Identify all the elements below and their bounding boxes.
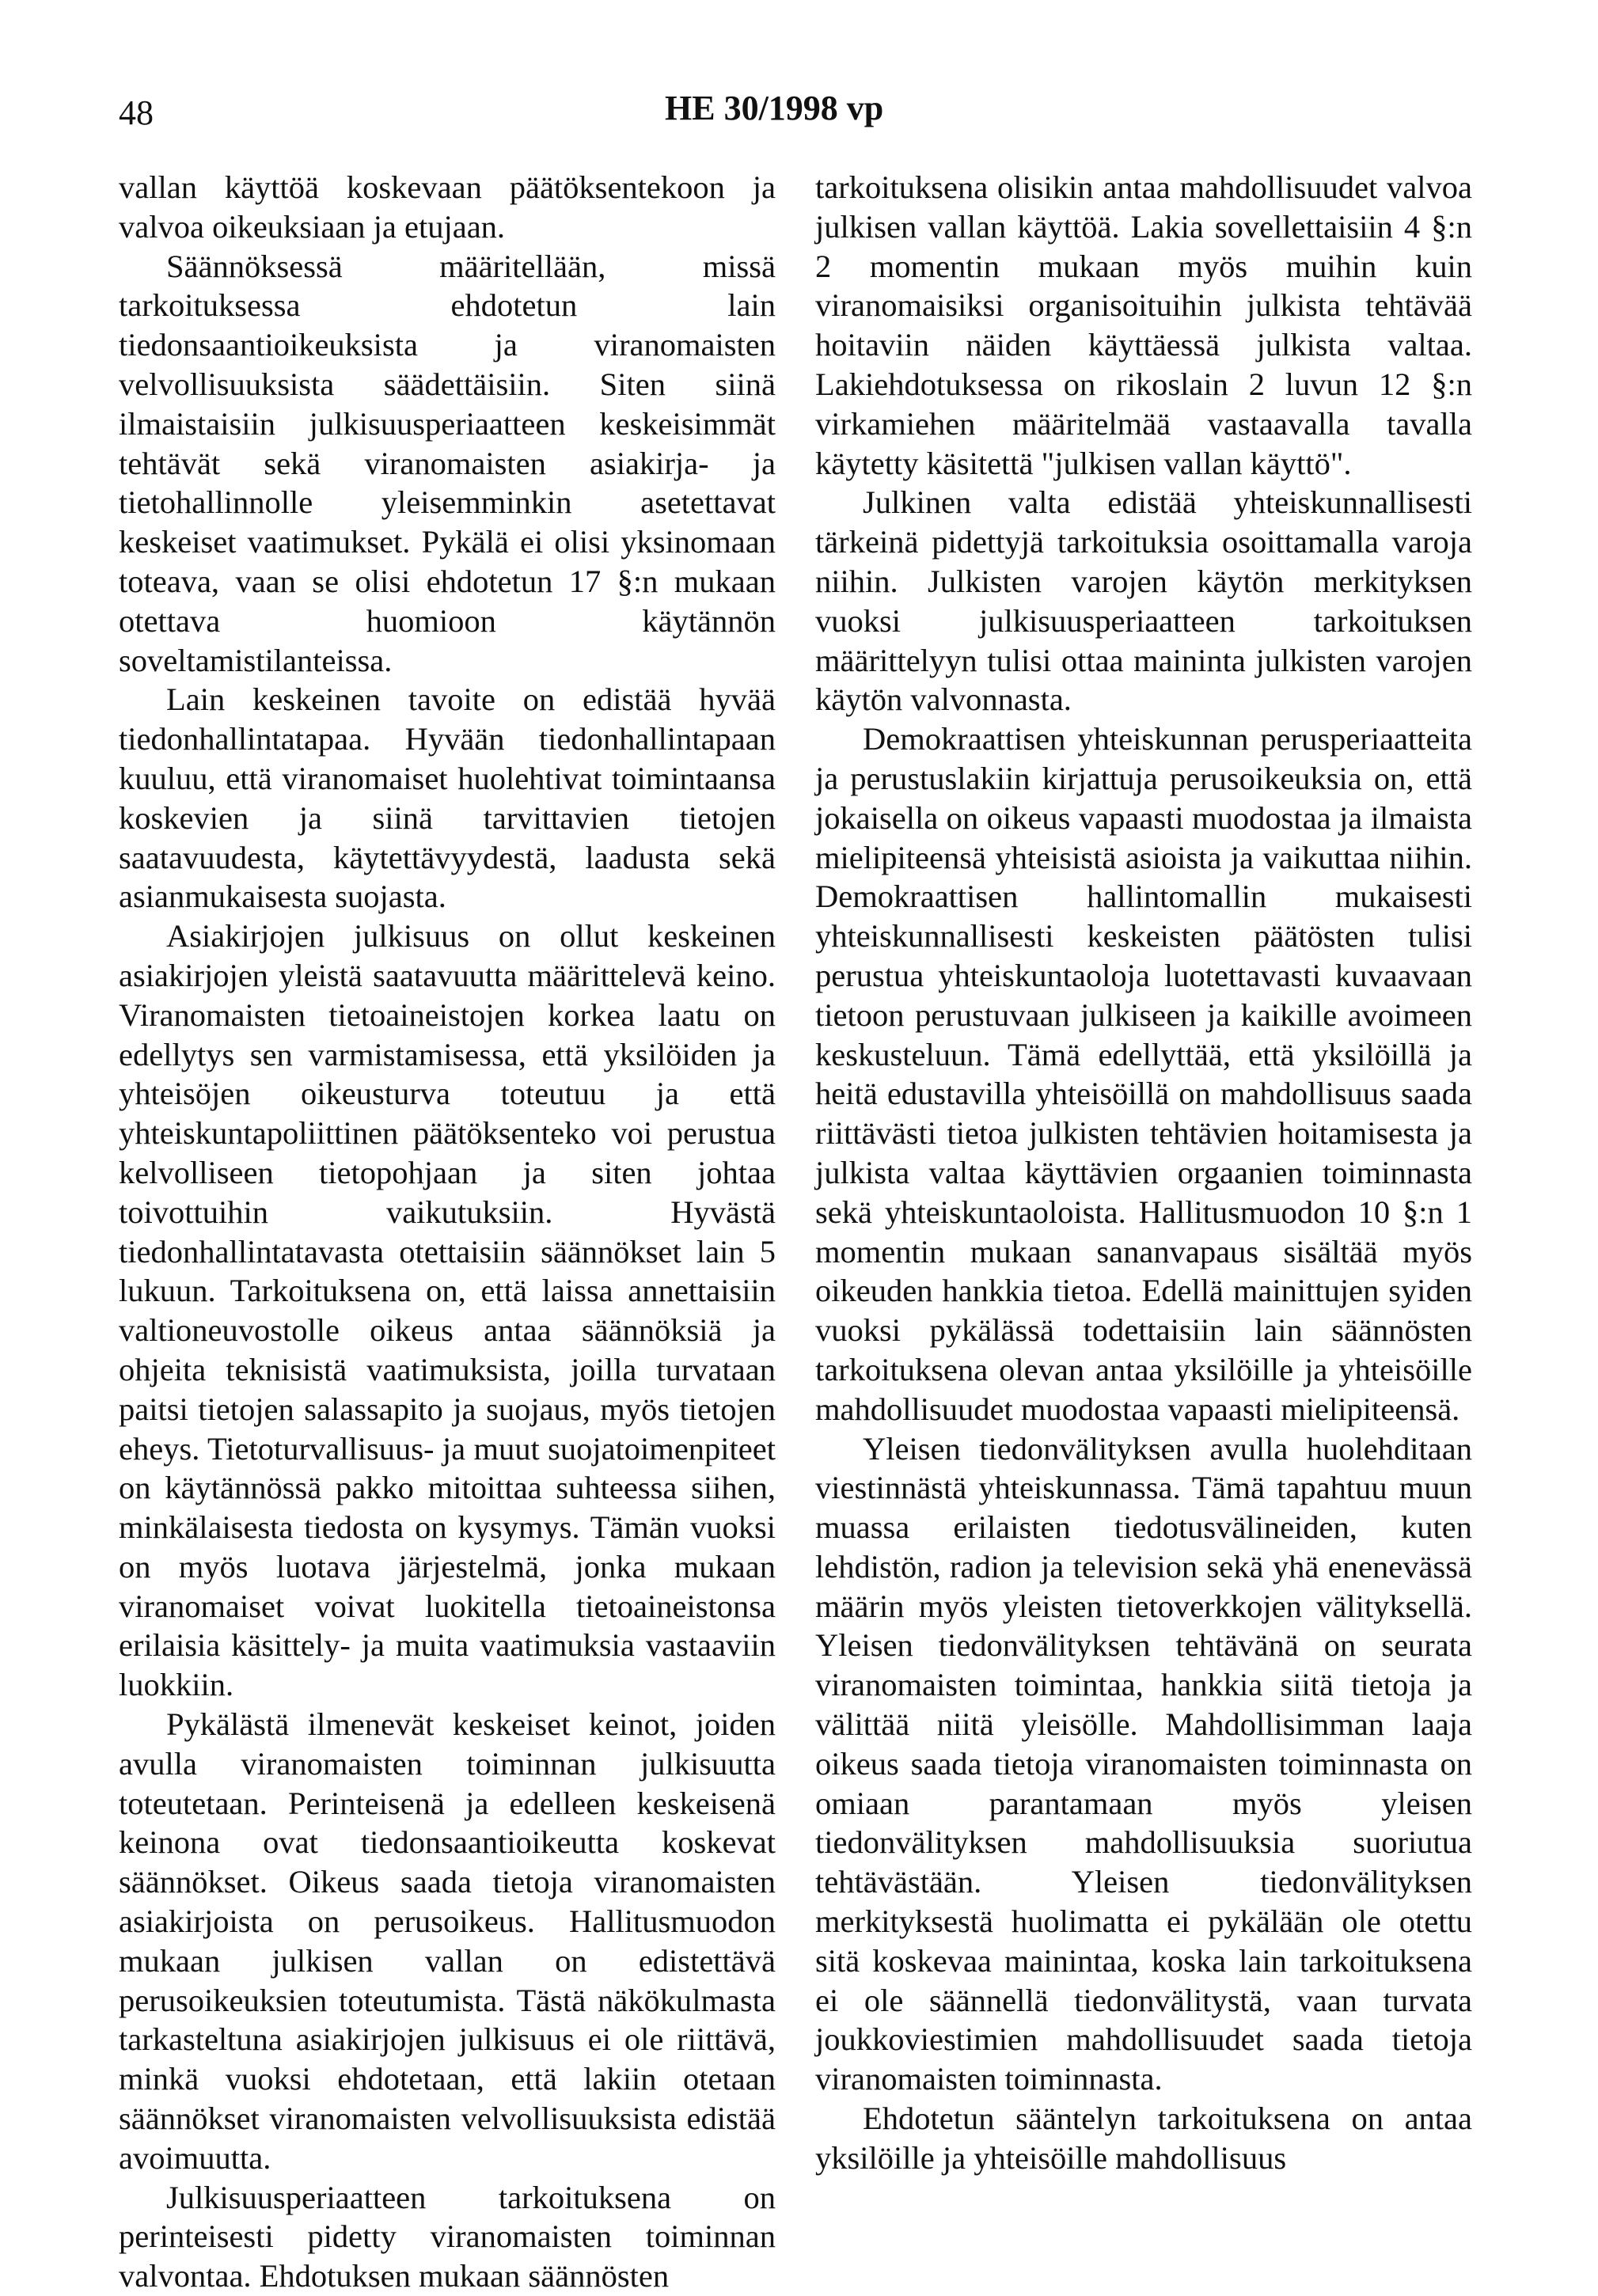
paragraph: Ehdotetun sääntelyn tarkoituksena on antaa yksilöille ja yhteisöille mahdollisuus [815,2101,1472,2176]
paragraph: Julkisuusperiaatteen tarkoituksena on perinteisesti pidetty viranomaisten toiminnan valvontaa. Ehdotuksen mukaan säännösten [119,2179,776,2294]
paragraph: Julkinen valta edistää yhteiskunnallisesti tärkeinä pidettyjä tarkoituksia osoittamalla varoja niihin. Julkisten varojen käytön merkityksen vuoksi julkisuusperiaatteen tarkoituksen määrittelyyn tulisi ottaa maininta julkisten varojen käytön valvonnasta. [815,484,1472,718]
paragraph: tarkoituksena olisikin antaa mahdollisuudet valvoa julkisen vallan käyttöä. Lakia sovellettaisiin 4 §:n 2 momentin mukaan myös muihin kuin viranomaisiksi organisoituihin julkista tehtävää hoitaviin näiden käyttäessä julkista valtaa. Lakiehdotuksessa on rikoslain 2 luvun 12 §:n virkamiehen määritelmää vastaavalla tavalla käytetty käsitettä "julkisen vallan käyttö". [815,169,1472,481]
left-column [119,168,776,2296]
paragraph: Demokraattisen yhteiskunnan perusperiaatteita ja perustuslakiin kirjattuja perusoikeuksia on, että jokaisella on oikeus vapaasti muodostaa ja ilmaista mielipiteensä yhteisistä asioista ja vaikuttaa niihin. Demokraattisen hallintomallin mukaisesti yhteiskunnallisesti keskeisten päätösten tulisi perustua yhteiskuntaoloja luotettavasti kuvaavaan tietoon perustuvaan julkiseen ja kaikille avoimeen keskusteluun. Tämä edellyttää, että yksilöillä ja heitä edustavilla yhteisöillä on mahdollisuus saada riittävästi tietoa julkisten tehtävien hoitamisesta ja julkista valtaa käyttävien orgaanien toiminnasta sekä yhteiskuntaoloista. Hallitusmuodon 10 §:n 1 momentin mukaan sananvapaus sisältää myös oikeuden hankkia tietoa. Edellä mainittujen syiden vuoksi pykälässä todettaisiin lain säännösten tarkoituksena olevan antaa yksilöille ja yhteisöille mahdollisuudet muodostaa vapaasti mielipiteensä. [815,721,1472,1427]
paragraph: Yleisen tiedonvälityksen avulla huolehditaan viestinnästä yhteiskunnassa. Tämä tapahtuu muun muassa erilaisten tiedotusvälineiden, kuten lehdistön, radion ja television sekä yhä enenevässä määrin myös yleisten tietoverkkojen välityksellä. Yleisen tiedonvälityksen tehtävänä on seurata viranomaisten toimintaa, hankkia siitä tietoja ja välittää niitä yleisölle. Mahdollisimman laaja oikeus saada tietoja viranomaisten toiminnasta on omiaan parantamaan myös yleisen tiedonvälityksen mahdollisuuksia suoriutua tehtävästään. Yleisen tiedonvälityksen merkityksestä huolimatta ei pykälään ole otettu sitä koskevaa mainintaa, koska lain tarkoituksena ei ole säännellä tiedonvälitystä, vaan turvata joukkoviestimien mahdollisuudet saada tietoja viranomaisten toiminnasta. [815,1430,1472,2097]
paragraph: Säännöksessä määritellään, missä tarkoituksessa ehdotetun lain tiedonsaantioikeuksista ja viranomaisten velvollisuuksista säädettäisiin. Siten siinä ilmaistaisiin julkisuusperiaatteen keskeisimmät tehtävät sekä viranomaisten asiakirja- ja tietohallinnolle yleisemminkin asetettavat keskeiset vaatimukset. Pykälä ei olisi yksinomaan toteava, vaan se olisi ehdotetun 17 §:n mukaan otettava huomioon käytännön soveltamistilanteissa. [119,248,776,678]
page-number: 48 [119,93,154,132]
paragraph: vallan käyttöä koskevaan päätöksentekoon ja valvoa oikeuksiaan ja etujaan. [119,169,776,245]
right-column [815,168,1472,2178]
paragraph: Asiakirjojen julkisuus on ollut keskeinen asiakirjojen yleistä saatavuutta määrittelevä keino. Viranomaisten tietoaineistojen korkea laatu on edellytys sen varmistamisessa, että yksilöiden ja yhteisöjen oikeusturva toteutuu ja että yhteiskuntapoliittinen päätöksenteko voi perustua kelvolliseen tietopohjaan ja siten johtaa toivottuihin vaikutuksiin. Hyvästä tiedonhallintatavasta otettaisiin säännökset lain 5 lukuun. Tarkoituksena on, että laissa annettaisiin valtioneuvostolle oikeus antaa säännöksiä ja ohjeita teknisistä vaatimuksista, joilla turvataan paitsi tietojen salassapito ja suojaus, myös tietojen eheys. Tietoturvallisuus- ja muut suojatoimenpiteet on käytännössä pakko mitoittaa suhteessa siihen, minkälaisesta tiedosta on kysymys. Tämän vuoksi on myös luotava järjestelmä, jonka mukaan viranomaiset voivat luokitella tietoaineistonsa erilaisia käsittely- ja muita vaatimuksia vastaaviin luokkiin. [119,918,776,1703]
paragraph: Pykälästä ilmenevät keskeiset keinot, joiden avulla viranomaisten toiminnan julkisuutta toteutetaan. Perinteisenä ja edelleen keskeisenä keinona ovat tiedonsaantioikeutta koskevat säännökset. Oikeus saada tietoja viranomaisten asiakirjoista on perusoikeus. Hallitusmuodon mukaan julkisen vallan on edistettävä perusoikeuksien toteutumista. Tästä näkökulmasta tarkasteltuna asiakirjojen julkisuus ei ole riittävä, minkä vuoksi ehdotetaan, että lakiin otetaan säännökset viranomaisten velvollisuuksista edistää avoimuutta. [119,1706,776,2176]
paragraph: Lain keskeinen tavoite on edistää hyvää tiedonhallintatapaa. Hyvään tiedonhallintapaan kuuluu, että viranomaiset huolehtivat toimintaansa koskevien ja siinä tarvittavien tietojen saatavuudesta, käytettävyydestä, laadusta sekä asianmukaisesta suojasta. [119,681,776,915]
running-title: HE 30/1998 vp [665,89,884,127]
